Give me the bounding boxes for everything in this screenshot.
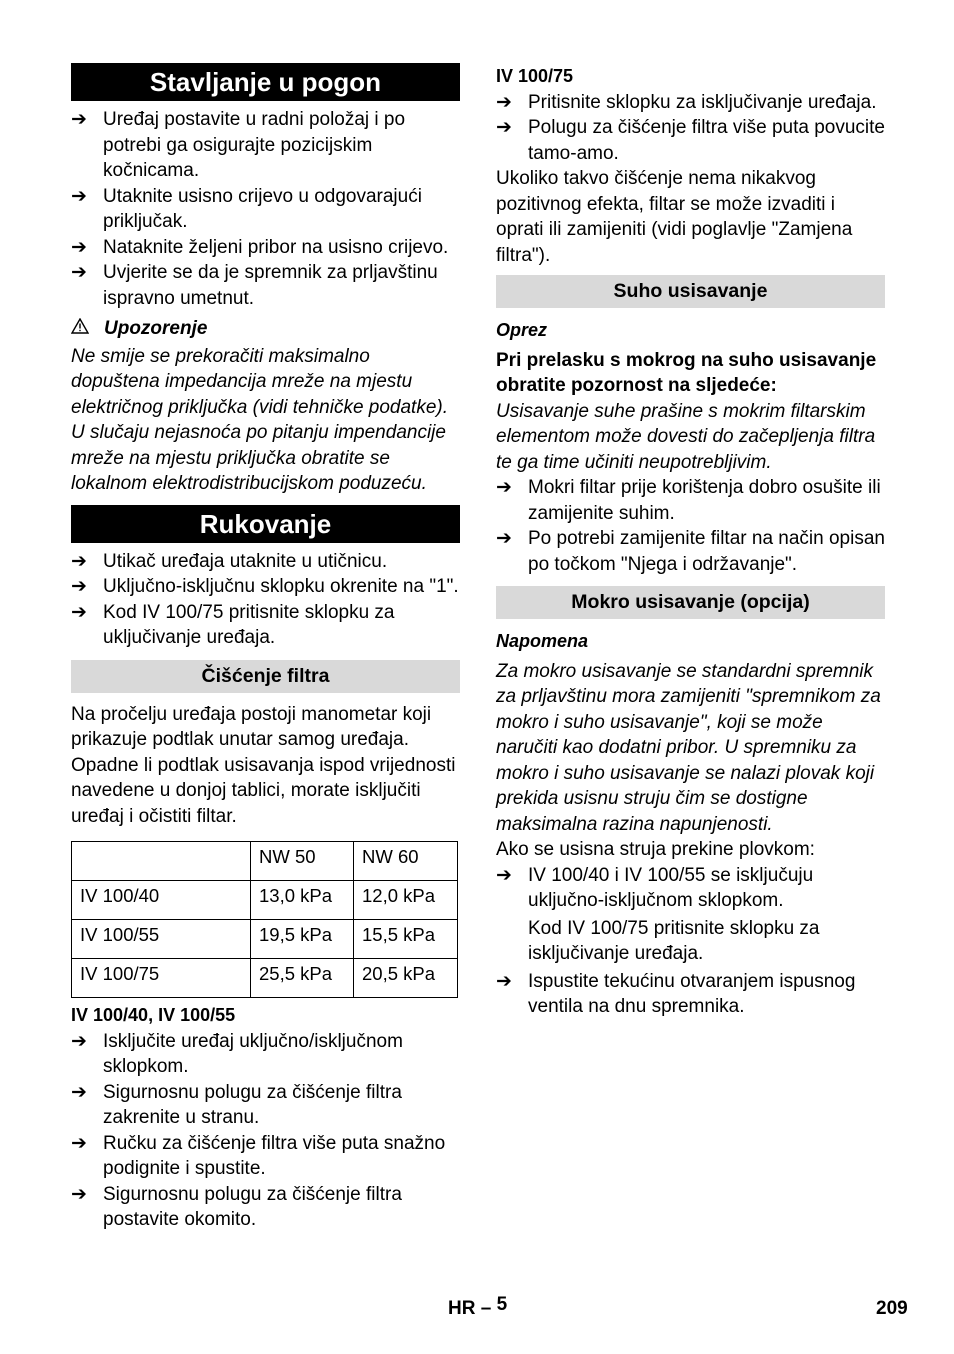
arrow-right-icon: ➔	[71, 262, 87, 283]
arrow-right-icon: ➔	[496, 970, 512, 992]
paragraph-iv-100-75-switch: Kod IV 100/75 pritisnite sklopku za isključivanje uređaja.	[528, 917, 820, 964]
list-item: ➔ Ručku za čišćenje filtra više puta snažno podignite i spustite.	[71, 1132, 446, 1179]
subheading-iv-100-75: IV 100/75	[496, 66, 574, 86]
list-item: ➔ Utaknite usisno crijevo u odgovarajući priključak.	[71, 185, 422, 232]
arrow-right-icon: ➔	[71, 1132, 87, 1154]
arrow-right-icon: ➔	[496, 528, 512, 549]
table-header-row: NW 50 NW 60	[72, 842, 458, 881]
bullet-list-operation	[71, 549, 460, 651]
arrow-right-icon: ➔	[496, 117, 512, 138]
list-item: ➔ IV 100/40 i IV 100/55 se isključuju uključno-isključnom sklopkom.	[496, 864, 814, 911]
caution-italic-text: Usisavanje suhe prašine s mokrim filtarskim elementom može dovesti do začepljenja filtra te ga time učiniti neupotrebljivim.	[496, 400, 876, 473]
arrow-right-icon: ➔	[71, 1030, 87, 1052]
note-text: Za mokro usisavanje se standardni spremnik za prljavštinu mora zamijeniti "spremnikom za mokro i suho usisavanje", koji se može naručiti kao dodatni pribor. U spremniku za mokro i suho usisavanje se nalazi plovak koji prekida usisnu struju čim se dostigne maksimalna razina napunjenosti.	[496, 660, 881, 835]
heading-rukovanje: Rukovanje	[71, 505, 460, 543]
list-item: ➔ Uređaj postavite u radni položaj i po potrebi ga osigurajte pozicijskim kočnicama.	[71, 109, 406, 181]
list-item: ➔ Sigurnosnu polugu za čišćenje filtra zakrenite u stranu.	[71, 1081, 402, 1128]
heading-ciscenje-filtra: Čišćenje filtra	[71, 660, 460, 693]
bullet-list-dry	[496, 475, 885, 577]
heading-suho-usisavanje: Suho usisavanje	[496, 275, 885, 308]
vacuum-table	[71, 841, 458, 998]
arrow-right-icon: ➔	[71, 550, 87, 572]
bullet-list-commissioning	[71, 107, 460, 311]
list-item: ➔ Sigurnosnu polugu za čišćenje filtra postavite okomito.	[71, 1183, 402, 1230]
list-item: ➔ Pritisnite sklopku za isključivanje uređaja.	[496, 90, 885, 116]
list-item: ➔ Mokri filtar prije korištenja dobro osušite ili zamijenite suhim.	[496, 477, 881, 524]
warning-triangle-icon	[71, 316, 104, 342]
list-item: ➔ Nataknite željeni pribor na usisno crijevo.	[71, 235, 460, 261]
arrow-right-icon: ➔	[71, 601, 87, 623]
paragraph-float: Ako se usisna struja prekine plovkom:	[496, 839, 815, 860]
left-column	[71, 63, 460, 1233]
caution-bold-text: Pri prelasku s mokrog na suho usisavanje obratite pozornost na sljedeće:	[496, 349, 877, 396]
list-item: ➔ Isključite uređaj uključno/isključnom sklopkom.	[71, 1030, 403, 1077]
paragraph-filter-replace: Ukoliko takvo čišćenje nema nikakvog pozitivnog efekta, filtar se može izvaditi i oprati ili zamijeniti (vidi poglavlje "Zamjena filtra").	[496, 168, 853, 266]
paragraph-filter-cleaning: Na pročelju uređaja postoji manometar koji prikazuje podtlak unutar samog uređaja. Opadne li podtlak usisavanja ispod vrijednosti navedene u donjoj tablici, morate isključiti uređaj i očistiti filtar.	[71, 703, 456, 827]
arrow-right-icon: ➔	[71, 185, 87, 207]
list-item: ➔ Utikač uređaja utaknite u utičnicu.	[71, 549, 460, 575]
table-row: IV 100/40 13,0 kPa 12,0 kPa	[72, 881, 458, 920]
right-column	[496, 64, 885, 1020]
table-row: IV 100/55 19,5 kPa 15,5 kPa	[72, 920, 458, 959]
heading-stavljanje-u-pogon: Stavljanje u pogon	[71, 63, 460, 101]
arrow-right-icon: ➔	[71, 1081, 87, 1103]
list-item: ➔ Kod IV 100/75 pritisnite sklopku za uključivanje uređaja.	[71, 601, 395, 648]
list-item: ➔ Uključno-isključnu sklopku okrenite na "1".	[71, 574, 460, 600]
caution-title: Oprez	[496, 320, 548, 340]
footer-section-label: HR – 5	[448, 1294, 508, 1319]
list-item: ➔ Ispustite tekućinu otvaranjem ispusnog ventila na dnu spremnika.	[496, 970, 856, 1017]
note-title: Napomena	[496, 631, 589, 651]
arrow-right-icon: ➔	[496, 477, 512, 498]
page-number: 209	[876, 1298, 908, 1319]
arrow-right-icon: ➔	[496, 91, 512, 113]
table-row: IV 100/75 25,5 kPa 20,5 kPa	[72, 959, 458, 998]
bullet-list-filter-cleaning	[71, 1029, 460, 1233]
arrow-right-icon: ➔	[71, 1183, 87, 1205]
heading-mokro-usisavanje: Mokro usisavanje (opcija)	[496, 586, 885, 619]
arrow-right-icon: ➔	[71, 576, 87, 597]
arrow-right-icon: ➔	[71, 236, 87, 258]
list-item: ➔ Polugu za čišćenje filtra više puta povucite tamo-amo.	[496, 117, 885, 164]
warning-title: Upozorenje	[71, 316, 460, 342]
list-item: ➔ Po potrebi zamijenite filtar na način opisan po točkom "Njega i održavanje".	[496, 528, 885, 575]
list-item: ➔ Uvjerite se da je spremnik za prljavštinu ispravno umetnut.	[71, 262, 438, 309]
subheading-iv-100-40-55: IV 100/40, IV 100/55	[71, 1005, 236, 1025]
arrow-right-icon: ➔	[496, 864, 512, 886]
bullet-list-iv-100-75	[496, 90, 885, 167]
arrow-right-icon: ➔	[71, 109, 87, 130]
warning-text: Ne smije se prekoračiti maksimalno dopuštena impedancija mreže na mjestu električnog priključka (vidi tehničke podatke). U slučaju nejasnoća po pitanju impendancije mreže na mjestu priključka obratite se lokalnom elektrodistribucijskom poduzeću.	[71, 345, 449, 494]
